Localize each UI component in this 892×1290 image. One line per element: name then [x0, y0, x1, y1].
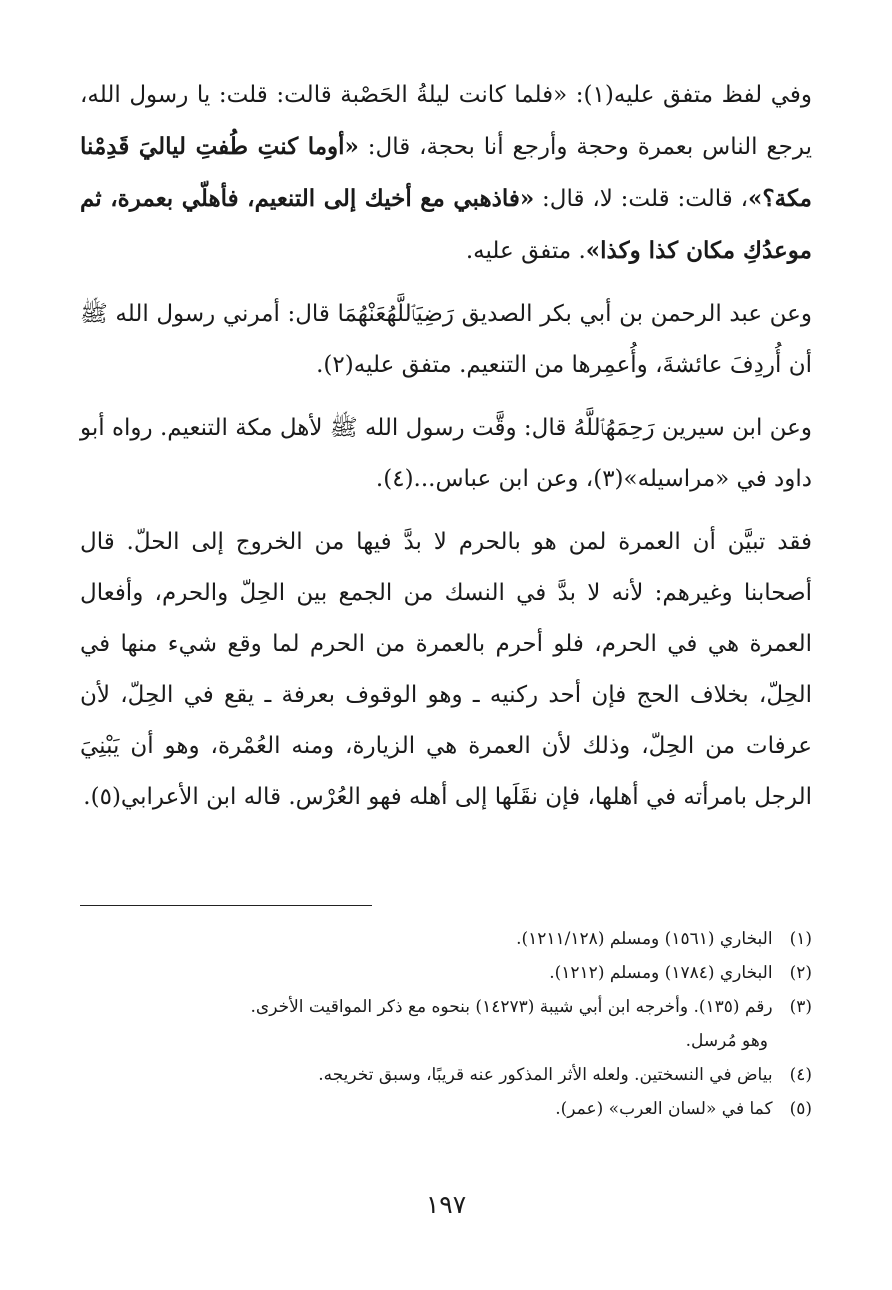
text-run: وفي لفظ متفق عليه(١): «فلما كانت ليلةُ الحَصْبة قالت: قلت: يا رسول الله، يرجع الناس بعمرة وحجة وأرجع أنا بحجة، قال: — [80, 82, 812, 160]
paragraph-1 — [80, 70, 812, 277]
footnote-number: (٤) — [789, 1065, 812, 1085]
text-run: . متفق عليه. — [465, 238, 586, 264]
footnote-number: (١) — [789, 929, 812, 949]
footnote-number: (٢) — [789, 963, 812, 983]
footnote-number: (٥) — [789, 1099, 812, 1119]
page-number: ١٩٧ — [425, 1190, 467, 1219]
footnote-3-continuation: وهو مُرسل. — [685, 1031, 768, 1051]
footnote-5 — [80, 1092, 812, 1126]
footnote-text: البخاري (١٧٨٤) ومسلم (١٢١٢). — [549, 963, 773, 983]
paragraph-3 — [80, 403, 812, 505]
footnote-2 — [80, 956, 812, 990]
footnote-text: البخاري (١٥٦١) ومسلم (١٢١١/١٢٨). — [516, 929, 773, 949]
hadith-quote: «أوما كنتِ طُفتِ لياليَ قَدِمْنا مكة؟» — [80, 133, 812, 212]
footnote-text: رقم (١٣٥). وأخرجه ابن أبي شيبة (١٤٢٧٣) بنحوه مع ذكر المواقيت الأخرى. — [250, 997, 773, 1017]
footnote-1 — [80, 922, 812, 956]
footnote-divider — [80, 905, 372, 906]
paragraph-2 — [80, 289, 812, 391]
text-run: فقد تبيَّن أن العمرة لمن هو بالحرم لا بدَّ فيها من الخروج إلى الحلّ. قال أصحابنا وغيرهم: لأنه لا بدَّ في النسك من الجمع بين الحِلّ والحرم، وأفعال العمرة هي في الحرم، فلو أحرم بالعمرة من الحرم لما وقع شيء منها في الحِلّ، بخلاف الحج فإن أحد ركنيه ـ وهو الوقوف بعرفة ـ يقع في الحِلّ، لأن عرفات من الحِلّ، وذلك لأن العمرة هي الزيارة، ومنه العُمْرة، وهو أن يَبْنِيَ الرجل بامرأته في أهلها، فإن نقَلَها إلى أهله فهو العُرْس. قاله ابن الأعرابي(٥). — [80, 529, 812, 810]
footnote-4 — [80, 1058, 812, 1092]
footnote-text: بياض في النسختين. ولعله الأثر المذكور عنه قريبًا، وسبق تخريجه. — [318, 1065, 773, 1085]
footnotes — [80, 922, 812, 1126]
text-run: وعن ابن سيرين رَحِمَهُٱللَّهُ قال: وقَّت رسول الله ﷺ لأهل مكة التنعيم. رواه أبو داود في «مراسيله»(٣)، وعن ابن عباس...(٤). — [80, 415, 812, 492]
main-text — [80, 70, 812, 823]
hadith-quote: «فاذهبي مع أخيك إلى التنعيم، فأهلّي بعمرة، ثم موعدُكِ مكان كذا وكذا» — [80, 185, 812, 264]
text-run: ، قالت: قلت: لا، قال: — [534, 186, 749, 212]
paragraph-4 — [80, 517, 812, 823]
footnote-text: كما في «لسان العرب» (عمر). — [555, 1099, 773, 1119]
footnote-3 — [80, 990, 812, 1024]
footnote-number: (٣) — [789, 997, 812, 1017]
text-run: وعن عبد الرحمن بن أبي بكر الصديق رَضِيَٱللَّهُعَنْهُمَا قال: أمرني رسول الله ﷺ أن أُردِفَ عائشةَ، وأُعمِرها من التنعيم. متفق عليه(٢). — [80, 301, 812, 378]
